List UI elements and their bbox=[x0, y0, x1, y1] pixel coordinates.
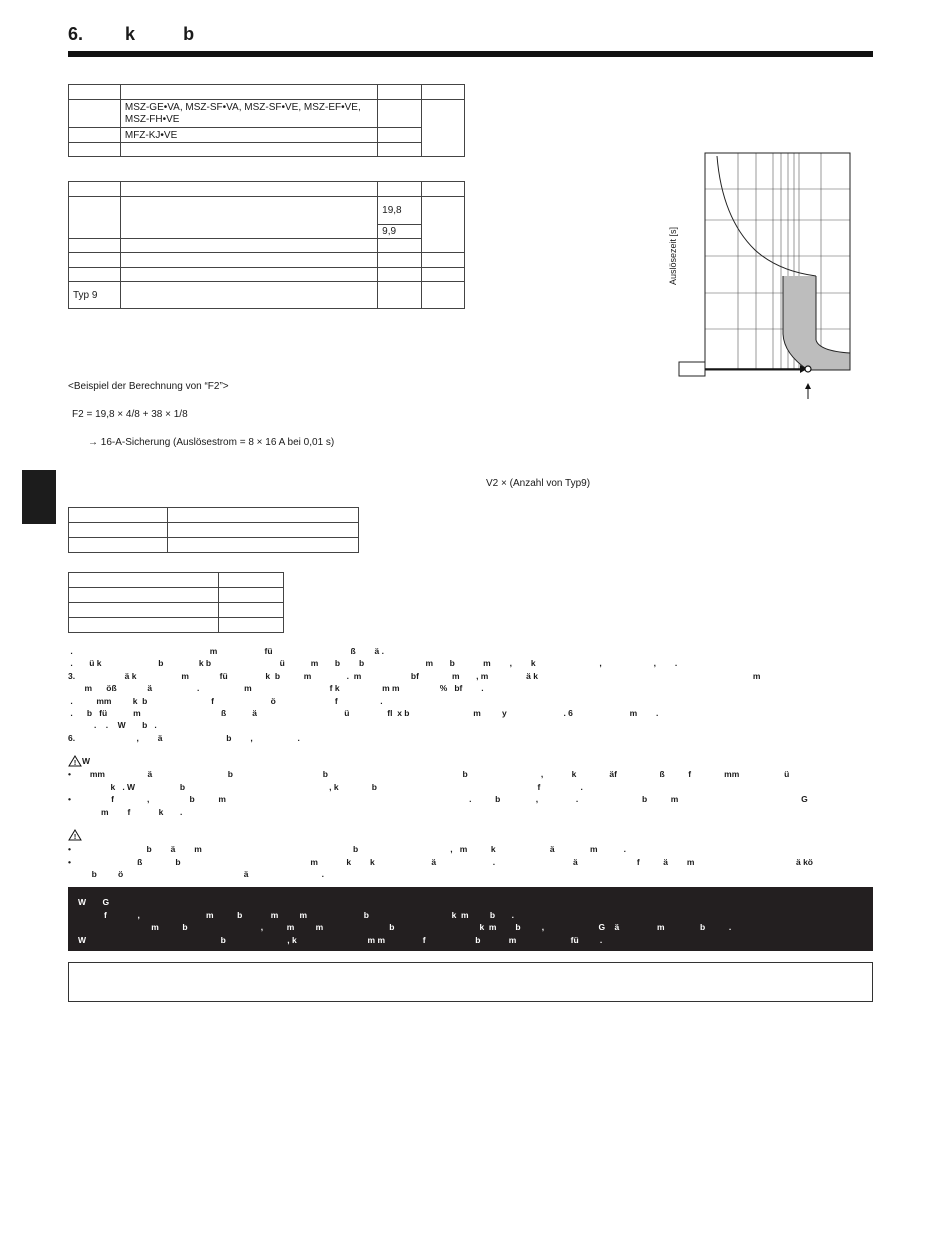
table-cell bbox=[378, 282, 422, 309]
note-line: . m fü ß ä . bbox=[68, 646, 384, 656]
trip-curve-chart bbox=[660, 148, 860, 403]
table-cell bbox=[69, 128, 121, 143]
notice-line: f , m b m m b k m b . bbox=[78, 909, 514, 920]
table-cell bbox=[120, 253, 377, 268]
model-table bbox=[68, 84, 465, 157]
notice-line: W G bbox=[78, 897, 110, 907]
warning-label: W bbox=[82, 755, 91, 766]
table-row bbox=[69, 588, 284, 603]
v2-text: V2 × (Anzahl von Typ9) bbox=[486, 478, 591, 489]
table-cell bbox=[69, 573, 219, 588]
current-value-cell: 19,8 bbox=[378, 197, 422, 225]
table-row bbox=[69, 508, 359, 523]
note-line: 3. ä k m fü k b m . m bf m , m ä k m bbox=[68, 670, 761, 681]
example-result: → 16-A-Sicherung (Auslösestrom = 8 × 16 A bei 0,01 s) bbox=[88, 437, 335, 448]
table-cell bbox=[120, 143, 377, 157]
chart-frame bbox=[705, 153, 850, 370]
parameter-table bbox=[68, 507, 359, 553]
note-line: 6. , ä b , . bbox=[68, 732, 300, 743]
table-cell bbox=[219, 588, 284, 603]
table-row bbox=[69, 85, 465, 100]
table-row bbox=[69, 143, 465, 157]
table-cell bbox=[422, 85, 465, 100]
table-cell bbox=[422, 253, 465, 268]
title-fragment-2: b bbox=[183, 24, 195, 44]
caution-line: b ö ä . bbox=[68, 869, 324, 879]
table-cell bbox=[69, 100, 121, 128]
table-cell bbox=[120, 85, 377, 100]
model-cell: MFZ-KJ•VE bbox=[120, 128, 377, 143]
table-cell bbox=[378, 128, 422, 143]
warning-line: m f k . bbox=[68, 806, 183, 817]
table-cell bbox=[167, 508, 358, 523]
table-cell bbox=[422, 100, 465, 157]
notice-line: W b , k m m f b m fü . bbox=[78, 934, 603, 945]
table-row bbox=[69, 182, 465, 197]
table-cell bbox=[219, 573, 284, 588]
caution-header bbox=[68, 829, 873, 843]
notice-line: m b , m m b k m b , G ä m b . bbox=[78, 922, 732, 932]
model-list-cell: MSZ-GE•VA, MSZ-SF•VA, MSZ-SF•VE, MSZ-EF•VE, MSZ-FH•VE bbox=[120, 100, 377, 128]
table-cell bbox=[378, 85, 422, 100]
table-cell bbox=[69, 603, 219, 618]
table-cell bbox=[167, 523, 358, 538]
table-cell bbox=[120, 182, 377, 197]
table-row bbox=[69, 128, 465, 143]
table-cell bbox=[422, 268, 465, 282]
table-row bbox=[69, 618, 284, 633]
table-cell bbox=[378, 253, 422, 268]
table-cell bbox=[120, 282, 377, 309]
table-cell bbox=[422, 182, 465, 197]
note-line: . mm k b f ö f . bbox=[68, 695, 383, 706]
current-value-cell: 9,9 bbox=[378, 225, 422, 239]
wire-table bbox=[68, 572, 284, 633]
language-side-tab bbox=[22, 470, 56, 524]
table-row bbox=[69, 100, 465, 128]
table-row bbox=[69, 523, 359, 538]
example-title: <Beispiel der Berechnung von “F2”> bbox=[68, 381, 229, 392]
empty-frame-box bbox=[68, 962, 873, 1002]
type-cell: Typ 9 bbox=[69, 282, 121, 309]
y-axis-label: Auslösezeit [s] bbox=[668, 226, 678, 286]
table-cell bbox=[69, 538, 168, 553]
table-cell bbox=[69, 268, 121, 282]
current-table bbox=[68, 181, 465, 309]
notes-list bbox=[68, 645, 873, 744]
trip-curve-line bbox=[717, 156, 816, 276]
table-row bbox=[69, 603, 284, 618]
table-row bbox=[69, 538, 359, 553]
caution-line: • ß b m k k ä . ä f ä m ä kö bbox=[68, 856, 813, 867]
pointer-arrow-head bbox=[805, 383, 811, 389]
table-row bbox=[69, 268, 465, 282]
trip-point bbox=[805, 366, 811, 372]
warning-line: • mm ä b b b , k äf ß f mm ü bbox=[68, 769, 790, 779]
chart-grid bbox=[705, 153, 850, 370]
table-cell bbox=[69, 85, 121, 100]
table-cell bbox=[120, 268, 377, 282]
note-line: . b fü m ß ä ü fl x b m y . 6 m . bbox=[68, 707, 659, 718]
table-cell bbox=[69, 508, 168, 523]
table-cell bbox=[167, 538, 358, 553]
note-line: . . W b . bbox=[68, 720, 157, 731]
warning-line: k . W b , k b f . bbox=[68, 781, 583, 792]
table-cell bbox=[69, 523, 168, 538]
section-heading bbox=[68, 24, 194, 45]
table-row bbox=[69, 253, 465, 268]
table-cell bbox=[69, 239, 121, 253]
caution-block bbox=[68, 829, 873, 881]
table-cell bbox=[69, 618, 219, 633]
table-cell bbox=[120, 239, 377, 253]
table-cell bbox=[69, 143, 121, 157]
table-cell bbox=[69, 253, 121, 268]
table-cell bbox=[378, 143, 422, 157]
warning-icon bbox=[68, 755, 82, 767]
table-row bbox=[69, 282, 465, 309]
title-fragment-1: k bbox=[125, 24, 136, 44]
caution-line: • b ä m b , m k ä m . bbox=[68, 844, 626, 854]
warning-block bbox=[68, 754, 873, 818]
note-line: . ü k b k b ü m b b m b m , k , , . bbox=[68, 658, 678, 669]
section-number: 6. bbox=[68, 24, 84, 44]
warning-line: • f , b m . b , . b m G bbox=[68, 794, 808, 804]
table-cell bbox=[69, 182, 121, 197]
warning-header bbox=[68, 754, 873, 768]
table-cell bbox=[69, 588, 219, 603]
table-cell bbox=[69, 197, 121, 239]
current-box bbox=[679, 362, 705, 376]
example-formula: F2 = 19,8 × 4/8 + 38 × 1/8 bbox=[72, 409, 188, 420]
caution-icon bbox=[68, 829, 82, 841]
table-cell bbox=[219, 603, 284, 618]
table-row bbox=[69, 197, 465, 225]
table-row bbox=[69, 573, 284, 588]
important-notice-box bbox=[68, 887, 873, 951]
svg-text:!: ! bbox=[73, 834, 77, 841]
table-cell bbox=[422, 282, 465, 309]
table-cell bbox=[422, 197, 465, 253]
table-row bbox=[69, 239, 465, 253]
table-cell bbox=[219, 618, 284, 633]
note-line: m öß ä . m f k m m % bf . bbox=[68, 683, 484, 694]
svg-text:!: ! bbox=[73, 760, 77, 767]
table-cell bbox=[378, 182, 422, 197]
table-cell bbox=[378, 100, 422, 128]
table-cell bbox=[120, 197, 377, 239]
table-cell bbox=[378, 268, 422, 282]
table-cell bbox=[378, 239, 422, 253]
heading-rule bbox=[68, 51, 873, 57]
